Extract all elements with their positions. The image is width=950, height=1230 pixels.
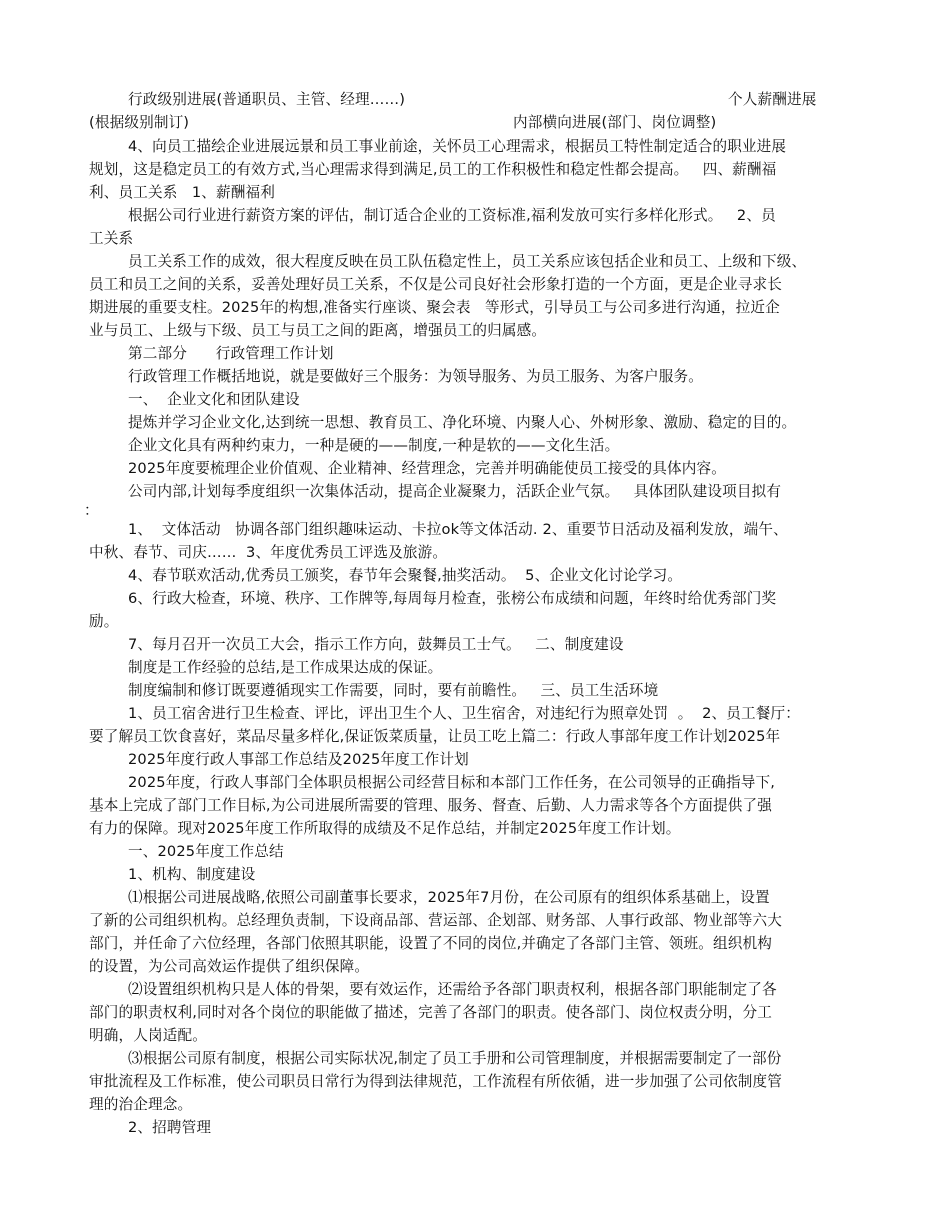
text-line <box>0 181 950 204</box>
text-segment: 内部横向进展(部门、岗位调整) <box>513 114 717 131</box>
text-line <box>0 135 950 158</box>
text-segment: 部门，并任命了六位经理，各部门依照其职能，设置了不同的岗位,并确定了各部门主管、领班。组织机构 <box>89 935 773 952</box>
text-segment: 根据公司行业进行薪资方案的评估，制订适合企业的工资标准,福利发放可实行多样化形式。 2、员 <box>128 207 776 224</box>
text-line <box>0 1116 950 1139</box>
text-line <box>0 227 950 250</box>
text-line <box>0 886 950 909</box>
text-line <box>0 725 950 748</box>
text-line <box>0 679 950 702</box>
text-line <box>0 771 950 794</box>
text-segment: 1、员工宿舍进行卫生检查、评比，评出卫生个人、卫生宿舍，对违纪行为照章处罚 。 2、员工餐厅： <box>128 705 801 722</box>
text-line <box>0 909 950 932</box>
text-line <box>0 817 950 840</box>
text-line <box>0 863 950 886</box>
text-segment: 基本上完成了部门工作目标,为公司进展所需要的管理、服务、督查、后勤、人力需求等各个方面提供了强 <box>89 797 773 814</box>
text-segment: 了新的公司组织机构。总经理负责制，下设商品部、营运部、企划部、财务部、人事行政部、物业部等六大 <box>89 912 782 929</box>
text-line <box>0 1001 950 1024</box>
text-line <box>0 748 950 771</box>
text-segment: 利、员工关系 1、薪酬福利 <box>89 184 275 201</box>
text-segment: 企业文化具有两种约束力，一种是硬的——制度,一种是软的——文化生活。 <box>128 437 620 454</box>
text-segment: 个人薪酬进展 <box>728 91 817 108</box>
text-segment: 1、 文体活动 协调各部门组织趣味运动、卡拉ok等文体活动. 2、重要节日活动及福利发放，端午、 <box>128 521 788 538</box>
text-line <box>0 365 950 388</box>
text-segment: 制度是工作经验的总结,是工作成果达成的保证。 <box>128 659 443 676</box>
text-segment: 规划，这是稳定员工的有效方式,当心理需求得到满足,员工的工作积极性和稳定性都会提高。 四、薪酬福 <box>89 161 777 178</box>
text-segment: 审批流程及工作标准，使公司职员日常行为得到法律规范，工作流程有所依循，进一步加强了公司依制度管 <box>89 1073 782 1090</box>
text-line <box>0 840 950 863</box>
text-line <box>0 204 950 227</box>
text-line <box>0 457 950 480</box>
text-segment: 制度编制和修订既要遵循现实工作需要，同时，要有前瞻性。 三、员工生活环境 <box>128 682 659 699</box>
text-segment: 一、 企业文化和团队建设 <box>128 391 300 408</box>
text-segment: 行政管理工作概括地说，就是要做好三个服务：为领导服务、为员工服务、为客户服务。 <box>128 368 704 385</box>
text-line <box>0 932 950 955</box>
text-segment: 要了解员工饮食喜好，菜品尽量多样化,保证饭菜质量，让员工吃上篇二：行政人事部年度工作计划2025年 <box>89 728 781 745</box>
text-segment: ⑵设置组织机构只是人体的骨架，要有效运作，还需给予各部门职责权利，根据各部门职能制定了各 <box>128 981 777 998</box>
text-segment: 有力的保障。现对2025年度工作所取得的成绩及不足作总结，并制定2025年度工作计划。 <box>89 820 681 837</box>
text-segment: 2、招聘管理 <box>128 1119 212 1136</box>
text-line <box>0 955 950 978</box>
text-segment: (根据级别制订) <box>89 114 190 131</box>
text-line <box>0 541 950 564</box>
text-line <box>0 564 950 587</box>
text-line <box>0 296 950 319</box>
text-segment: 第二部分 行政管理工作计划 <box>128 345 334 362</box>
text-line <box>0 1070 950 1093</box>
text-line <box>0 250 950 273</box>
text-line <box>0 88 950 111</box>
text-line <box>0 610 950 633</box>
text-line <box>0 342 950 365</box>
text-segment: 7、每月召开一次员工大会，指示工作方向，鼓舞员工士气。 二、制度建设 <box>128 636 624 653</box>
text-line <box>0 158 950 181</box>
text-segment: ⑶根据公司原有制度，根据公司实际状况,制定了员工手册和公司管理制度，并根据需要制定了一部份 <box>128 1050 782 1067</box>
text-segment: 中秋、春节、司庆…… 3、年度优秀员工评选及旅游。 <box>89 544 448 561</box>
text-segment: 业与员工、上级与下级、员工与员工之间的距离，增强员工的归属感。 <box>89 322 547 339</box>
text-segment: 6、行政大检查，环境、秩序、工作牌等,每周每月检查，张榜公布成绩和问题，年终时给优秀部门奖 <box>128 590 777 607</box>
text-line <box>0 388 950 411</box>
text-segment: 一、2025年度工作总结 <box>128 843 284 860</box>
text-line <box>0 633 950 656</box>
text-segment: 2025年度行政人事部工作总结及2025年度工作计划 <box>128 751 469 768</box>
text-segment: ： <box>84 502 99 519</box>
text-segment: 员工和员工之间的关系，妥善处理好员工关系，不仅是公司良好社会形象打造的一个方面，更是企业寻求长 <box>89 276 782 293</box>
text-segment: 明确，人岗适配。 <box>89 1027 207 1044</box>
text-segment: 2025年度，行政人事部门全体职员根据公司经营目标和本部门工作任务，在公司领导的正确指导下, <box>128 774 776 791</box>
text-line <box>0 1024 950 1047</box>
text-segment: 励。 <box>89 613 119 630</box>
text-segment: 行政级别进展(普通职员、主管、经理……) <box>128 91 406 108</box>
text-line <box>0 587 950 610</box>
text-line <box>0 1093 950 1116</box>
text-segment: 1、机构、制度建设 <box>128 866 256 883</box>
text-segment: 4、向员工描绘企业进展远景和员工事业前途，关怀员工心理需求，根据员工特性制定适合的职业进展 <box>128 138 787 155</box>
text-line <box>0 656 950 679</box>
text-segment: 期进展的重要支柱。2025年的构想,准备实行座谈、聚会表 等形式，引导员工与公司多进行沟通，拉近企 <box>89 299 780 316</box>
text-segment: 工关系 <box>89 230 134 247</box>
text-line <box>0 518 950 541</box>
text-segment: 的设置，为公司高效运作提供了组织保障。 <box>89 958 370 975</box>
text-line <box>0 1047 950 1070</box>
text-segment: 员工关系工作的成效，很大程度反映在员工队伍稳定性上，员工关系应该包括企业和员工、上级和下级、 <box>128 253 807 270</box>
text-line <box>0 434 950 457</box>
text-line <box>0 978 950 1001</box>
text-segment: 4、春节联欢活动,优秀员工颁奖，春节年会聚餐,抽奖活动。 5、企业文化讨论学习。 <box>128 567 683 584</box>
text-line <box>0 319 950 342</box>
text-segment: 理的治企理念。 <box>89 1096 193 1113</box>
text-segment: 公司内部,计划每季度组织一次集体活动，提高企业凝聚力，活跃企业气氛。 具体团队建设项目拟有 <box>128 483 782 500</box>
text-line <box>0 411 950 434</box>
text-line <box>0 273 950 296</box>
text-segment: 提炼并学习企业文化,达到统一思想、教育员工、净化环境、内聚人心、外树形象、激励、稳定的目的。 <box>128 414 797 431</box>
text-line <box>0 702 950 725</box>
text-segment: 部门的职责权利,同时对各个岗位的职能做了描述，完善了各部门的职责。使各部门、岗位权责分明，分工 <box>89 1004 773 1021</box>
text-line <box>0 794 950 817</box>
text-segment: 2025年度要梳理企业价值观、企业精神、经营理念，完善并明确能使员工接受的具体内容。 <box>128 460 727 477</box>
text-segment: ⑴根据公司进展战略,依照公司副董事长要求，2025年7月份，在公司原有的组织体系基础上，设置 <box>128 889 770 906</box>
text-line <box>0 111 950 134</box>
